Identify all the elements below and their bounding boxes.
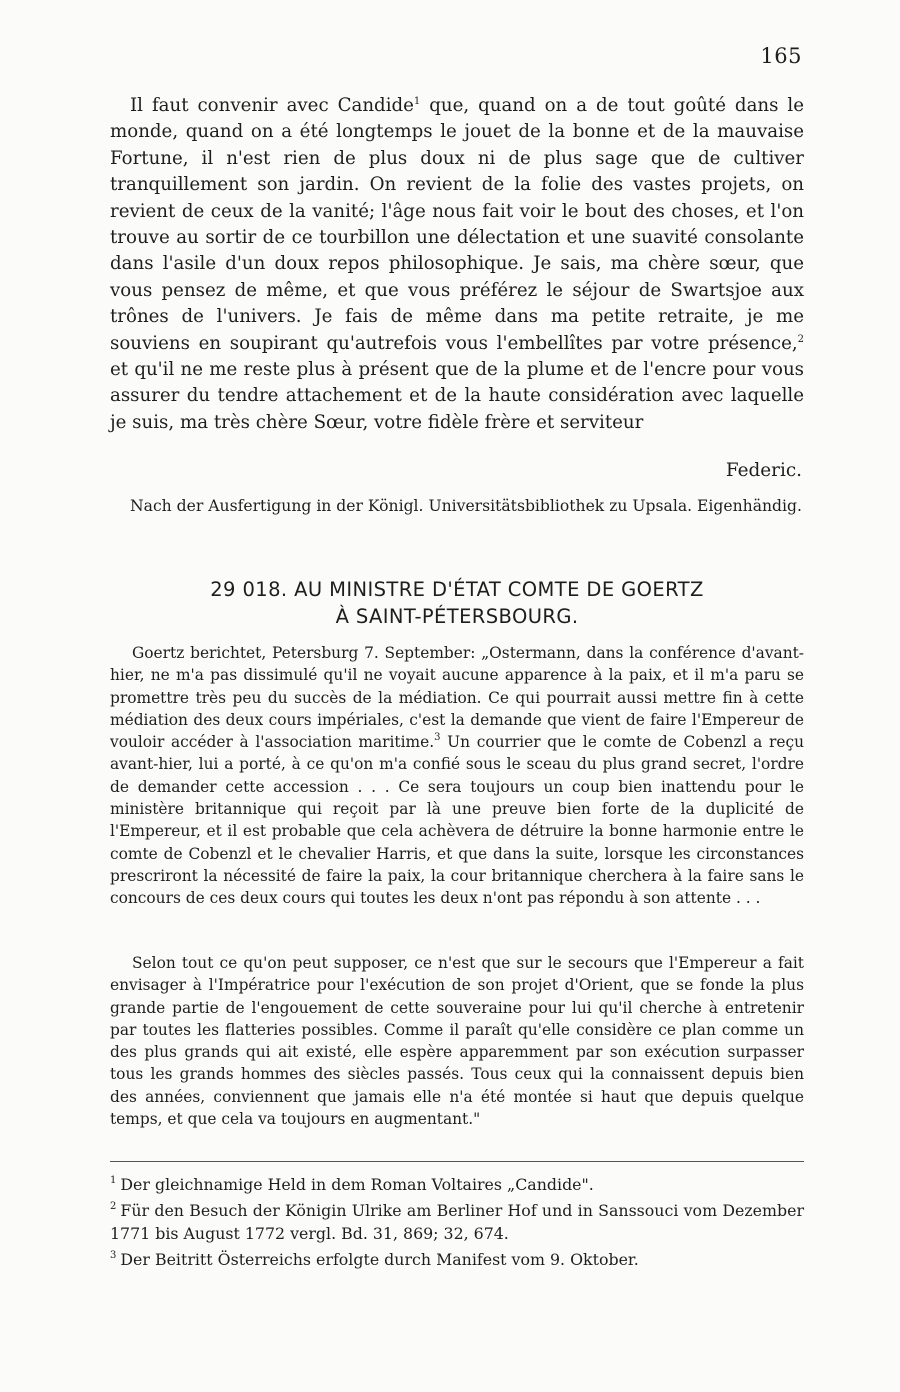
report-text: Un courrier que le comte de Cobenzl a reçu avant-hier, lui a porté, à ce qu'on m'a confié sous le sceau du plus grand secret, l'ordre de demander cette accession . . . Ce sera toujours un coup bien inattendu pour le ministère britannique qui reçoit par là une preuve bien forte de la duplicité de l'Empereur, et il est probable que cela achèvera de détruire la bonne harmonie entre le comte de Cobenzl et le chevalier Harris, et que dans la suite, lorsque les circonstances prescriront la nécessité de faire la paix, la cour britannique cherchera à la faire sans le concours de ces deux cours qui toutes les deux n'ont pas répondu à son attente . . . (110, 733, 804, 908)
footnote (110, 1245, 804, 1271)
footnote-mark: 2 (110, 1201, 117, 1213)
footnote-text: Der Beitritt Österreichs erfolgte durch Manifest vom 9. Oktober. (120, 1250, 639, 1270)
signature: Federic. (725, 460, 802, 481)
footnote-text: Der gleichnamige Held in dem Roman Voltaires „Candide". (120, 1175, 594, 1194)
page-number: 165 (760, 44, 802, 68)
heading-line: 29 018. AU MINISTRE D'ÉTAT COMTE DE GOERTZ (210, 578, 704, 601)
letter-heading (110, 576, 804, 630)
footnote-text: Für den Besuch der Königin Ulrike am Berliner Hof und in Sanssouci vom Dezember 1771 bis August 1772 vergl. Bd. 31, 869; 32, 674. (110, 1201, 804, 1243)
footnote-mark: 1 (110, 1175, 117, 1186)
footnote-mark: 3 (110, 1250, 117, 1262)
footnote-ref[interactable]: 2 (797, 333, 804, 345)
report-paragraph (110, 642, 804, 910)
heading-line: À SAINT-PÉTERSBOURG. (335, 605, 579, 628)
source-note: Nach der Ausfertigung in der Königl. Universitätsbibliothek zu Upsala. Eigenhändig. (130, 497, 802, 515)
letter-text: et qu'il ne me reste plus à présent que de la plume et de l'encre pour vous assurer du tendre attachement et de la haute considération avec laquelle je suis, ma très chère Sœur, votre fidèle frère et serviteur (110, 359, 804, 433)
footnotes (110, 1170, 804, 1272)
footnote-ref[interactable]: 3 (434, 732, 441, 744)
report-intro: Goertz berichtet, Petersburg 7. September: (132, 644, 482, 662)
report-text: „Ostermann, dans la conférence d'avant-hier, ne m'a pas dissimulé qu'il ne voyait aucune apparence à la paix, et il m'a paru se promettre très peu du succès de la médiation. Ce qui pourrait aussi mettre fin à cette médiation des deux cours impériales, c'est la demande que vient de faire l'Empereur de vouloir accéder à l'association maritime. (110, 644, 804, 752)
footnote-divider (110, 1161, 804, 1162)
footnote (110, 1196, 804, 1245)
letter-text: Il faut convenir avec Candide (130, 95, 414, 116)
letter-body (110, 93, 804, 436)
letter-text: que, quand on a de tout goûté dans le monde, quand on a été longtemps le jouet de la bonne et de la mauvaise Fortune, il n'est rien de plus doux ni de plus sage que de cultiver tranquillement son jardin. On revient de la folie des vastes projets, on revient de ceux de la vanité; l'âge nous fait voir le bout des choses, et l'on trouve au sortir de ce tourbillon une délectation et une suavité consolante dans l'asile d'un doux repos philosophique. Je sais, ma chère sœur, que vous pensez de même, et que vous préférez le séjour de Swartsjoe aux trônes de l'univers. Je fais de même dans ma petite retraite, je me souviens en soupirant qu'autrefois vous l'embellîtes par votre présence, (110, 95, 804, 354)
report-paragraph: Selon tout ce qu'on peut supposer, ce n'est que sur le secours que l'Empereur a fait envisager à l'Impératrice pour l'exécution de son projet d'Orient, que se fonde la plus grande partie de l'engouement de cette souveraine pour lui qu'il cherche à entretenir par toutes les flatteries possibles. Comme il paraît qu'elle considère ce plan comme un des plus grands qui ait existé, elle espère apparemment par son exécution surpasser tous les grands hommes des siècles passés. Tous ceux qui la connaissent depuis bien des années, conviennent que jamais elle n'a été montée si haut que depuis quelque temps, et que cela va toujours en augmentant." (110, 954, 804, 1129)
footnote-ref[interactable]: 1 (413, 96, 421, 107)
footnote (110, 1170, 804, 1196)
